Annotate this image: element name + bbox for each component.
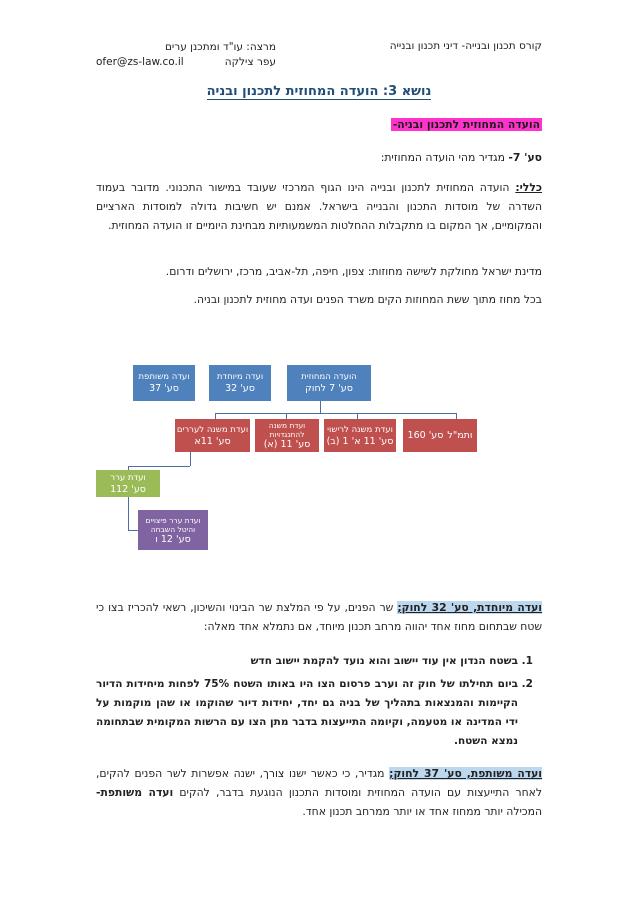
appeal-board-section: סע' 112 [110, 483, 146, 495]
joint-committee-paragraph [96, 764, 542, 821]
objections-subcommittee-section: סע' 11 (א) [263, 439, 311, 450]
appeals-subcommittee-name: ועדת משנה לעררים [176, 424, 249, 435]
joint-committee-name: ועדה משותפת [138, 372, 190, 382]
compensation-appeal-name: ועדת ערר פיצויים והיטל השבחה [145, 515, 201, 534]
appeals-subcommittee-section: סע' 11א [194, 435, 231, 447]
districts-paragraph: מדינת ישראל מחולקת לשישה מחוזות: צפון, חיפה, תל-אביב, מרכז, ירושלים ודרום. [165, 265, 542, 278]
special-committee-text: שר הפנים, על פי המלצת שר הבינוי והשיכון, רשאי להכריז בצו כי שטח שבתחום מחוז אחד יהווה מרחב תכנון מיוחד, אם נתמלא אחד מאלה: [96, 601, 542, 633]
joint-committee-section: סע' 37 [149, 383, 179, 394]
objections-subcommittee-name: ועדת משנה להתנגדויות [268, 421, 306, 439]
special-committee-box [209, 365, 271, 401]
vatmal-section: סע' 160 [407, 430, 444, 441]
lecturer-title: מרצה: עו"ד ומתכנן ערים [164, 41, 276, 53]
objections-subcommittee-box [255, 419, 319, 452]
general-label: כללי: [515, 181, 542, 194]
licensing-subcommittee-name: ועדת משנה לרישוי [327, 424, 393, 435]
each-district-paragraph: בכל מחוז מתוך ששת המחוזות הקים משרד הפנים ועדה מחוזית לתכנון ובניה. [193, 293, 542, 306]
compensation-appeal-box [138, 510, 208, 550]
connector-line [128, 530, 138, 531]
joint-committee-text2: המכילה יותר ממחוז אחד או יותר ממרחב תכנון אחד. [302, 805, 542, 818]
licensing-subcommittee-box [324, 419, 396, 452]
appeal-board-box [96, 470, 160, 497]
appeals-subcommittee-box [175, 419, 250, 452]
district-committee-name: הועדה המחוזית [301, 372, 357, 382]
joint-committee-text1: מגדיר, כי כאשר ישנו צורך, ישנה אפשרות לשר הפנים להקים, לאחר התייעצות עם הועדה המחוזית ומוסדות התכנון הנוגעת בדבר, להקים [96, 767, 542, 799]
compensation-appeal-section: סע' 12 ו [155, 533, 191, 545]
connector-line [128, 497, 129, 530]
joint-committee-box [133, 365, 195, 401]
lecturer-name: עפר צילקה [224, 56, 276, 68]
page-title [0, 84, 638, 99]
connector-line [215, 413, 457, 414]
list-item: 2. ביום תחילתו של חוק זה וערב פרסום הצו היו באותו השטח 75% לפחות מיחידות הדיור הקיימות והמנצאות בתהליך של בניה גם יחד, יחידות דיור שהוקמו או שהן מוקמות על ידי המדינה או מטעמה, וקיומה התייעצות בדבר מתן הצו עם הרשות המקומית שבתחומה נמצא השטח. [96, 675, 518, 751]
connector-line [128, 466, 190, 467]
district-committee-box [287, 365, 371, 401]
special-committee-label: ועדה מיוחדת, סע' 32 לחוק; [397, 601, 543, 614]
vatmal-box [403, 419, 477, 452]
special-committee-paragraph [96, 598, 542, 636]
connector-line [320, 400, 321, 414]
section-heading-text: הועדה המחוזית לתכנון ובניה- [392, 118, 540, 131]
general-text: הועדה המחוזית לתכנון ובנייה הינו הגוף המרכזי שעובד במישור התכנוני. מדובר בעמוד השדרה של מוסדות התכנון והבנייה בישראל. אמנם יש חשיבות גדולה למוסדות הארציים והמקומיים, אך המקום בו מתקבלות ההחלטות המשמעותיות מבחינת היומיים זו הועדה המחוזית. [96, 181, 542, 232]
special-committee-name: ועדה מיוחדת [216, 372, 264, 382]
connector-line [190, 452, 191, 466]
section7-text: מגדיר מהי הועדה המחוזית: [380, 151, 505, 164]
vatmal-name: ותמ"ל [447, 430, 473, 441]
section7-label: סע' 7- [508, 151, 542, 164]
page-title-text: נושא 3: הועדה המחוזית לתכנון ובניה [206, 84, 432, 99]
joint-committee-bold: ועדה משותפת- [96, 786, 174, 799]
course-header: קורס תכנון ובנייה- דיני תכנון ובנייה [389, 40, 542, 52]
lecturer-header [96, 40, 276, 70]
joint-committee-label: ועדה משותפת, סע' 37 לחוק; [389, 767, 542, 780]
section-heading [96, 115, 542, 134]
licensing-subcommittee-section: סע' 11 א' 1 (ב) [326, 435, 394, 447]
lecturer-email[interactable]: ofer@zs-law.co.il [96, 56, 184, 68]
list-item: 1. בשטח הנדון אין עוד יישוב והוא נועד להקמת יישוב חדש [96, 652, 518, 671]
general-paragraph [96, 178, 542, 235]
appeal-board-name: ועדת ערר [110, 472, 146, 483]
district-committee-section: סע' 7 לחוק [305, 383, 353, 394]
section7-paragraph [96, 148, 542, 167]
special-committee-section: סע' 32 [225, 383, 255, 394]
special-committee-list [96, 652, 542, 755]
